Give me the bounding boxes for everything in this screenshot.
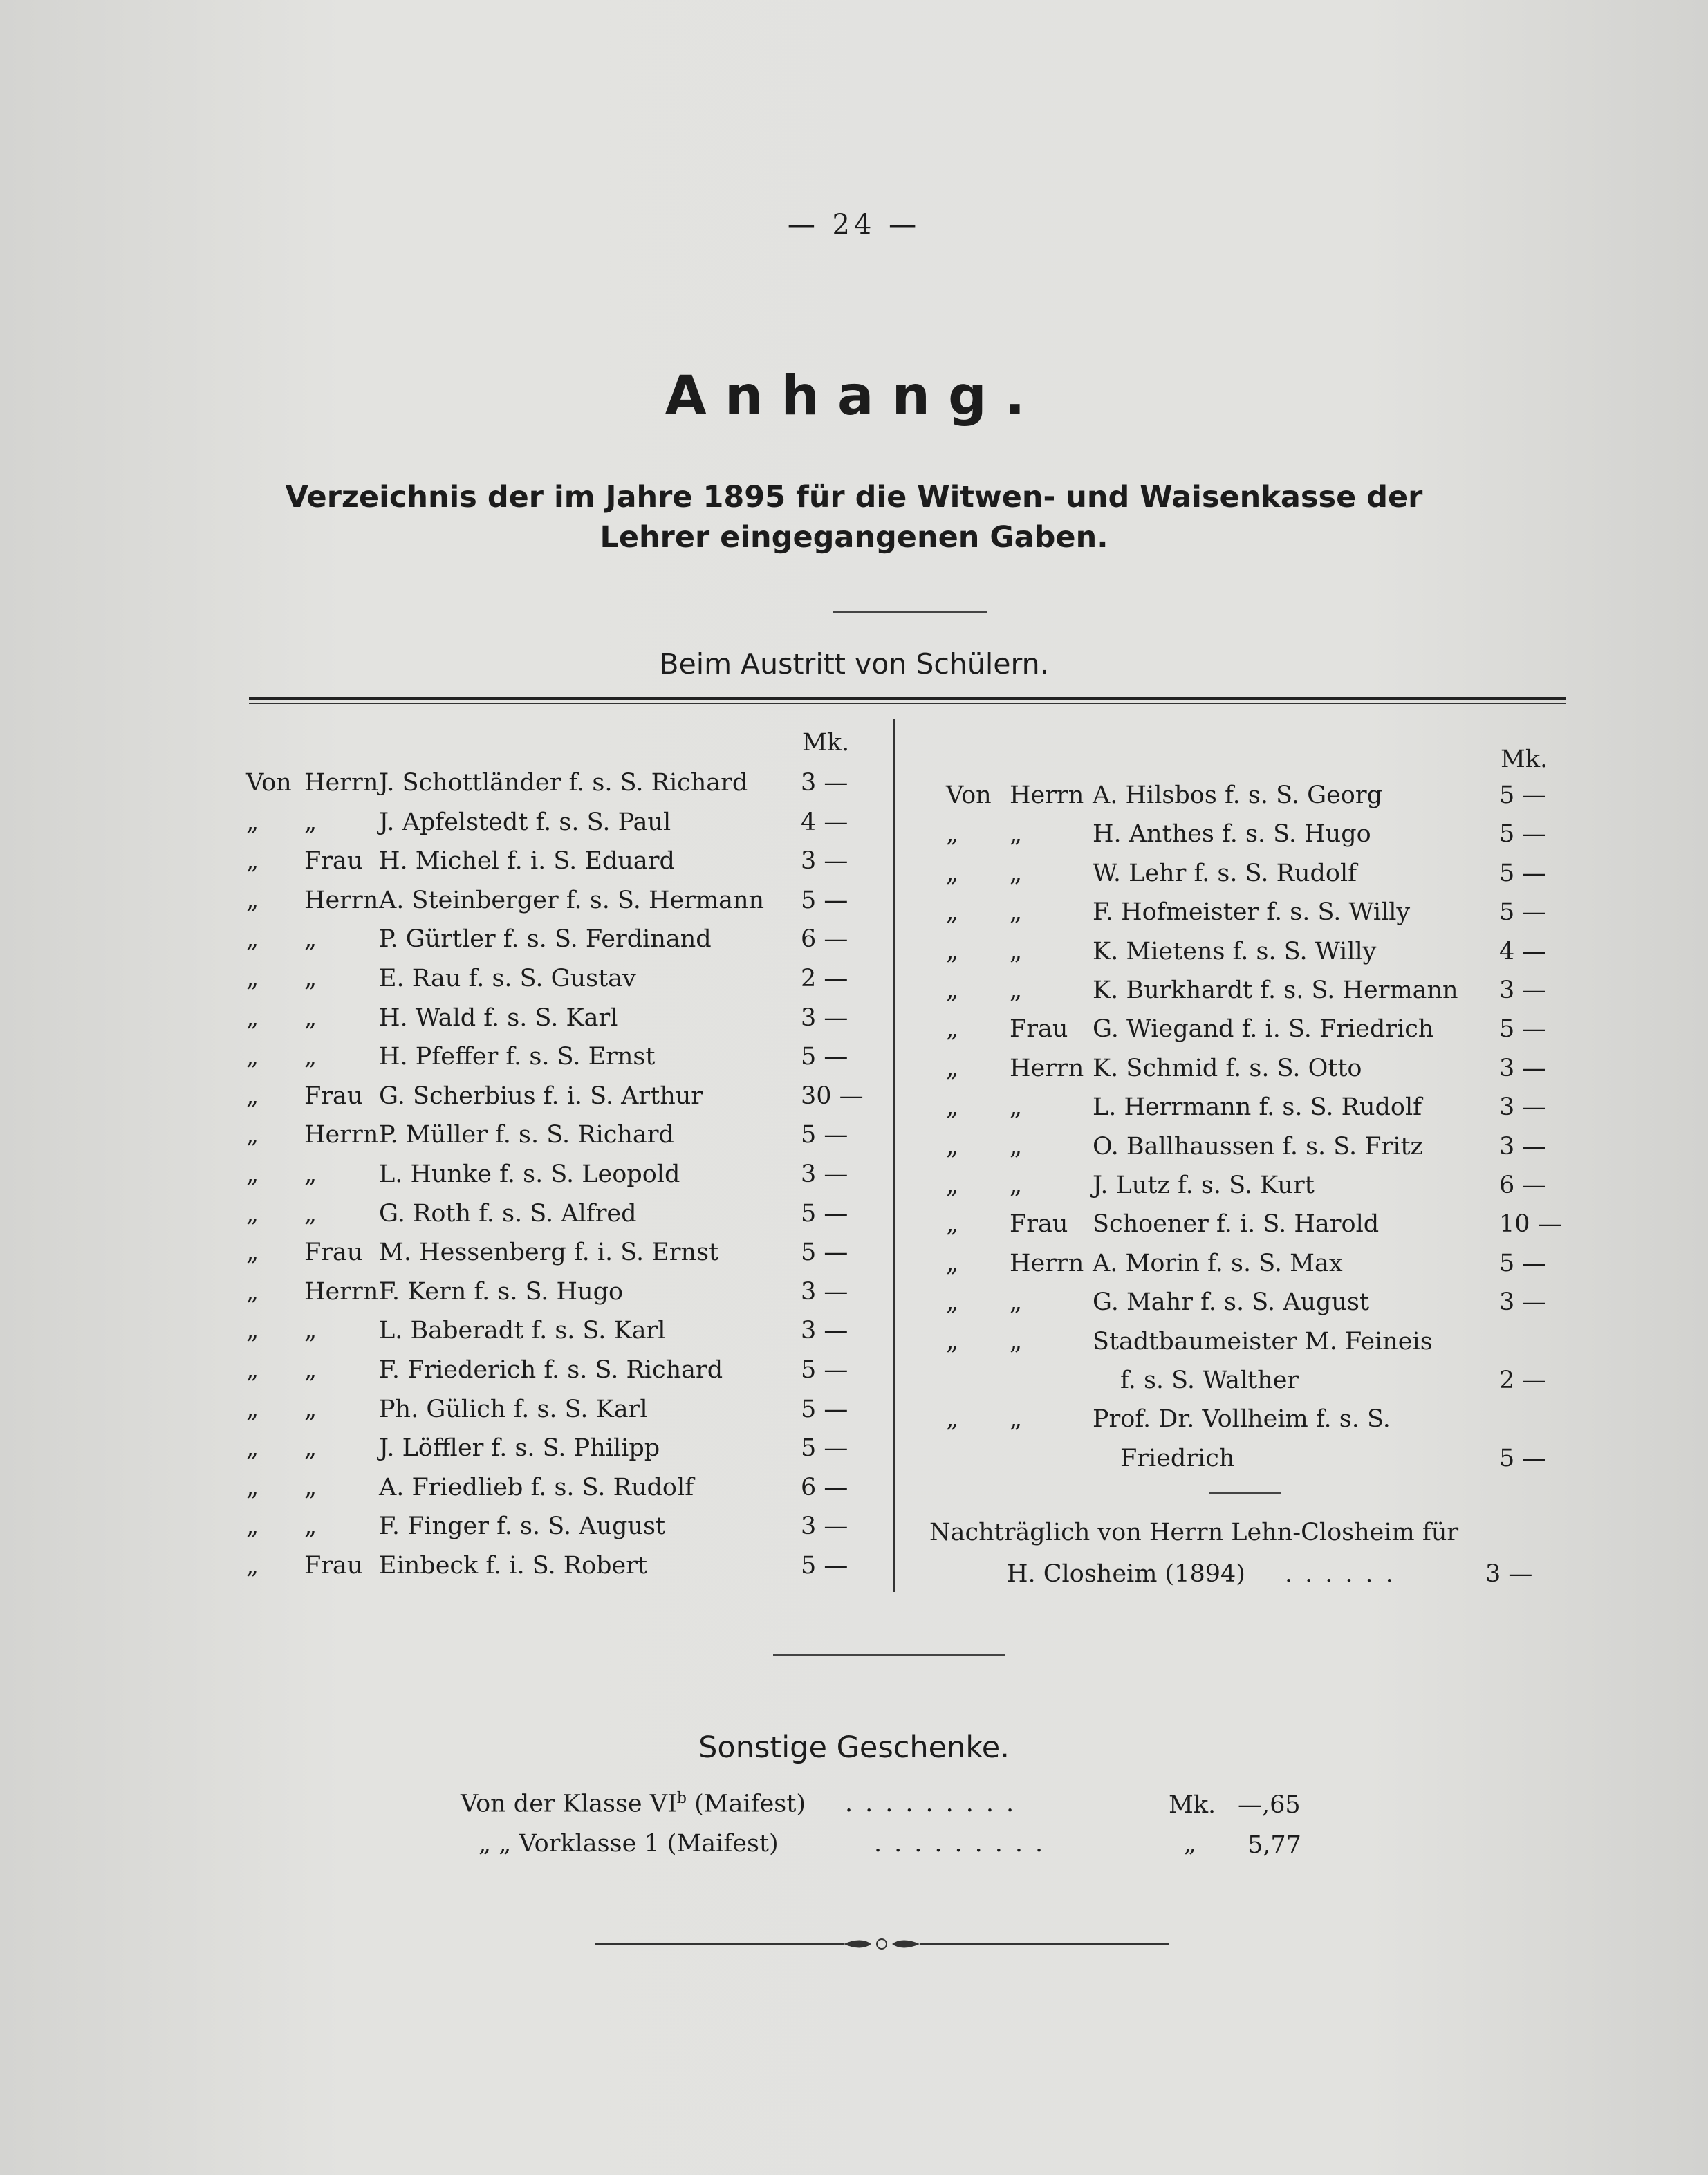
ditto-mark: „	[246, 965, 259, 992]
divider	[833, 611, 987, 613]
ditto-mark: Von	[246, 769, 292, 797]
ornament-icon	[595, 1934, 1169, 1954]
amount: 5 —	[801, 1395, 848, 1423]
donor-name: A. Steinberger f. s. S. Hermann	[379, 886, 765, 914]
salutation: „	[1010, 977, 1023, 1004]
amount: 2 —	[1499, 1367, 1547, 1394]
amount: 3 —	[801, 1277, 848, 1306]
amount: 5 —	[801, 1043, 848, 1071]
ditto-mark: „	[246, 1317, 259, 1345]
list-item	[946, 854, 1568, 893]
table-top-rule-thin	[249, 703, 1566, 704]
ditto-mark: „	[246, 1434, 259, 1463]
ditto-mark: „	[246, 886, 259, 914]
ditto-mark: „	[246, 1512, 259, 1541]
ditto-mark: „	[946, 937, 959, 965]
list-item	[246, 1155, 869, 1194]
list-item	[246, 959, 869, 998]
amount: 5 —	[801, 886, 848, 914]
list-item	[246, 1468, 869, 1507]
amount: 6 —	[801, 1473, 848, 1501]
salutation: „	[304, 808, 317, 836]
salutation: „	[1010, 859, 1023, 887]
donor-name: H. Michel f. i. S. Eduard	[379, 847, 675, 876]
gift-row-2-dots: .........	[874, 1830, 1056, 1858]
salutation: „	[1010, 937, 1023, 965]
donor-name: P. Müller f. s. S. Richard	[379, 1121, 674, 1149]
salutation: „	[1010, 1405, 1023, 1434]
donor-name: J. Lutz f. s. S. Kurt	[1093, 1172, 1315, 1199]
ditto-mark: „	[946, 1132, 959, 1160]
ditto-mark: „	[946, 1249, 959, 1277]
right-currency-header: Mk.	[1501, 746, 1548, 773]
salutation: Herrn	[1010, 781, 1084, 809]
donor-name: A. Friedlieb f. s. S. Rudolf	[379, 1473, 694, 1501]
amount: 3 —	[1499, 977, 1547, 1004]
list-item	[246, 1311, 869, 1350]
list-item	[946, 893, 1568, 932]
salutation: Herrn	[304, 1121, 379, 1149]
amount: 3 —	[801, 1003, 848, 1032]
salutation: Herrn	[304, 1277, 379, 1306]
list-item	[946, 776, 1568, 815]
salutation: Herrn	[304, 886, 379, 914]
amount: 5 —	[801, 1239, 848, 1267]
amount: 5 —	[801, 1356, 848, 1384]
donor-name: O. Ballhaussen f. s. S. Fritz	[1093, 1132, 1423, 1160]
salutation: Herrn	[1010, 1054, 1084, 1082]
salutation: „	[1010, 1172, 1023, 1199]
amount: 3 —	[801, 1160, 848, 1188]
salutation: „	[304, 1395, 317, 1423]
donor-name: L. Hunke f. s. S. Leopold	[379, 1160, 680, 1188]
list-item	[946, 1400, 1568, 1438]
amount: 5 —	[801, 1434, 848, 1463]
amount: 5 —	[1499, 781, 1547, 809]
ditto-mark: „	[246, 1552, 259, 1580]
salutation: Frau	[304, 1082, 363, 1110]
note-amount: 3 —	[1485, 1560, 1533, 1588]
list-item	[246, 1233, 869, 1272]
donor-name: K. Schmid f. s. S. Otto	[1093, 1054, 1362, 1082]
ditto-mark: „	[246, 925, 259, 954]
list-item	[246, 803, 869, 842]
list-item	[246, 999, 869, 1037]
salutation: „	[304, 1003, 317, 1032]
salutation: „	[304, 1317, 317, 1345]
amount: 3 —	[801, 847, 848, 876]
list-item	[246, 920, 869, 959]
donor-name: H. Pfeffer f. s. S. Ernst	[379, 1043, 656, 1071]
list-item	[246, 1272, 869, 1311]
amount: 5 —	[801, 1552, 848, 1580]
salutation: „	[304, 1043, 317, 1071]
list-item	[246, 1194, 869, 1233]
list-item	[946, 932, 1568, 971]
amount: 2 —	[801, 965, 848, 992]
list-item	[946, 1439, 1568, 1478]
amount: 4 —	[1499, 937, 1547, 965]
ditto-mark: „	[946, 1327, 959, 1355]
amount: 5 —	[1499, 820, 1547, 849]
salutation: „	[304, 1356, 317, 1384]
salutation: „	[304, 925, 317, 954]
ditto-mark: „	[946, 859, 959, 887]
salutation: „	[304, 1512, 317, 1541]
list-item	[946, 971, 1568, 1010]
ornament-divider	[595, 1934, 1169, 1954]
list-item	[946, 1049, 1568, 1088]
donor-name: Friedrich	[1120, 1444, 1235, 1472]
ditto-mark: „	[946, 898, 959, 927]
amount: 3 —	[1499, 1054, 1547, 1082]
amount: 3 —	[801, 1512, 848, 1541]
list-item	[246, 881, 869, 920]
salutation: „	[1010, 1327, 1023, 1355]
salutation: „	[304, 965, 317, 992]
gift-1-label: Von der Klasse VI	[461, 1790, 677, 1818]
list-item	[946, 1283, 1568, 1322]
donor-name: A. Morin f. s. S. Max	[1093, 1249, 1343, 1277]
list-item	[246, 1116, 869, 1154]
ditto-mark: „	[246, 1356, 259, 1384]
donor-name: Prof. Dr. Vollheim f. s. S.	[1093, 1405, 1391, 1434]
list-item	[946, 815, 1568, 853]
amount: 3 —	[801, 769, 848, 797]
list-item	[946, 1127, 1568, 1166]
donor-name: Schoener f. i. S. Harold	[1093, 1210, 1380, 1239]
list-item	[246, 1037, 869, 1076]
gift-row-1-text: Von der Klasse $VI^b$ (Maifest)	[461, 1790, 806, 1818]
donor-name: M. Hessenberg f. i. S. Ernst	[379, 1239, 719, 1267]
column-divider	[893, 719, 895, 1592]
donor-name: K. Mietens f. s. S. Willy	[1093, 937, 1377, 965]
list-item	[246, 1429, 869, 1468]
ditto-mark: „	[946, 820, 959, 849]
small-divider	[1209, 1492, 1281, 1494]
salutation: Frau	[304, 847, 363, 876]
donor-name: J. Apfelstedt f. s. S. Paul	[379, 808, 671, 836]
amount: 4 —	[801, 808, 848, 836]
donor-name: Stadtbaumeister M. Feineis	[1093, 1327, 1433, 1355]
note-line-1: Nachträglich von Herrn Lehn-Closheim für	[929, 1519, 1459, 1546]
salutation: „	[1010, 1288, 1023, 1317]
list-item	[946, 1244, 1568, 1283]
section-heading-sonstige: Sonstige Geschenke.	[698, 1730, 1010, 1765]
amount: 5 —	[801, 1199, 848, 1228]
donor-name: K. Burkhardt f. s. S. Hermann	[1093, 977, 1458, 1004]
salutation: „	[1010, 1132, 1023, 1160]
salutation: „	[1010, 898, 1023, 927]
salutation: Frau	[304, 1239, 363, 1267]
amount: 3 —	[1499, 1288, 1547, 1317]
amount: 6 —	[1499, 1172, 1547, 1199]
donor-name: G. Roth f. s. S. Alfred	[379, 1199, 637, 1228]
donor-name: F. Finger f. s. S. August	[379, 1512, 666, 1541]
ditto-mark: „	[246, 808, 259, 836]
donor-name: A. Hilsbos f. s. S. Georg	[1093, 781, 1382, 809]
ditto-mark: „	[246, 1003, 259, 1032]
amount: 5 —	[801, 1121, 848, 1149]
ditto-mark: „	[246, 1082, 259, 1110]
amount: 5 —	[1499, 1249, 1547, 1277]
list-item	[246, 842, 869, 880]
donor-name: L. Herrmann f. s. S. Rudolf	[1093, 1093, 1422, 1122]
donor-name: F. Hofmeister f. s. S. Willy	[1093, 898, 1411, 927]
donor-name: L. Baberadt f. s. S. Karl	[379, 1317, 666, 1345]
table-top-rule	[249, 697, 1566, 700]
list-item	[946, 1166, 1568, 1205]
ditto-mark: „	[246, 1277, 259, 1306]
donor-name: G. Scherbius f. i. S. Arthur	[379, 1082, 703, 1110]
list-item	[946, 1361, 1568, 1400]
list-item	[946, 1322, 1568, 1361]
salutation: Frau	[1010, 1210, 1068, 1239]
list-item	[246, 1077, 869, 1116]
left-currency-header: Mk.	[802, 729, 850, 757]
amount: 30 —	[801, 1082, 864, 1110]
salutation: „	[1010, 820, 1023, 849]
list-item	[246, 763, 869, 802]
ditto-mark: „	[246, 1043, 259, 1071]
salutation: Frau	[1010, 1015, 1068, 1044]
donor-name: Ph. Gülich f. s. S. Karl	[379, 1395, 648, 1423]
salutation: „	[304, 1434, 317, 1463]
donor-name: W. Lehr f. s. S. Rudolf	[1093, 859, 1357, 887]
gift-row-2-currency: „	[1184, 1830, 1197, 1858]
ditto-mark: „	[946, 1405, 959, 1434]
donor-name: G. Mahr f. s. S. August	[1093, 1288, 1370, 1317]
ditto-mark: „	[246, 1239, 259, 1267]
ditto-mark: „	[246, 1121, 259, 1149]
ditto-mark: Von	[946, 781, 992, 809]
donor-name: P. Gürtler f. s. S. Ferdinand	[379, 925, 712, 954]
donor-name: Einbeck f. i. S. Robert	[379, 1552, 648, 1580]
list-item	[246, 1546, 869, 1585]
donor-name: H. Wald f. s. S. Karl	[379, 1003, 618, 1032]
note-line-2: H. Closheim (1894)	[1007, 1560, 1245, 1588]
gift-row-1-dots: .........	[845, 1790, 1027, 1817]
section-heading-schueler: Beim Austritt von Schülern.	[659, 647, 1049, 681]
amount: 5 —	[1499, 898, 1547, 927]
amount: 3 —	[1499, 1132, 1547, 1160]
page-title: Anhang.	[665, 365, 1043, 427]
donor-name: F. Kern f. s. S. Hugo	[379, 1277, 624, 1306]
ditto-mark: „	[946, 1093, 959, 1122]
salutation: Herrn	[304, 769, 379, 797]
donor-name: F. Friederich f. s. S. Richard	[379, 1356, 723, 1384]
salutation: „	[304, 1473, 317, 1501]
salutation: „	[304, 1199, 317, 1228]
list-item	[946, 1010, 1568, 1048]
salutation: Herrn	[1010, 1249, 1084, 1277]
amount: 10 —	[1499, 1210, 1562, 1239]
section-divider	[773, 1654, 1005, 1656]
list-item	[246, 1351, 869, 1389]
list-item	[946, 1088, 1568, 1127]
ditto-mark: „	[946, 1172, 959, 1199]
ditto-mark: „	[246, 1395, 259, 1423]
ditto-mark: „	[246, 1160, 259, 1188]
salutation: „	[304, 1160, 317, 1188]
ditto-mark: „	[946, 1210, 959, 1239]
amount: 5 —	[1499, 859, 1547, 887]
donor-name: J. Schottländer f. s. S. Richard	[379, 769, 748, 797]
ditto-mark: „	[246, 847, 259, 876]
donor-name: H. Anthes f. s. S. Hugo	[1093, 820, 1371, 849]
page-number: — 24 —	[787, 209, 921, 241]
donor-name: J. Löffler f. s. S. Philipp	[379, 1434, 660, 1463]
ditto-mark: „	[946, 1054, 959, 1082]
amount: 5 —	[1499, 1444, 1547, 1472]
ditto-mark: „	[946, 1015, 959, 1044]
gift-row-2-amount: 5,77	[1247, 1831, 1301, 1859]
gift-row-1-currency: Mk.	[1169, 1791, 1216, 1819]
list-item	[246, 1390, 869, 1429]
amount: 3 —	[1499, 1093, 1547, 1122]
subtitle: Verzeichnis der im Jahre 1895 für die Witwen- und Waisenkasse der Lehrer eingegangenen Gaben.	[285, 480, 1423, 555]
note-dots: ......	[1285, 1560, 1406, 1588]
ditto-mark: „	[946, 1288, 959, 1317]
ditto-mark: „	[246, 1199, 259, 1228]
amount: 6 —	[801, 925, 848, 954]
salutation: „	[1010, 1093, 1023, 1122]
donor-name: E. Rau f. s. S. Gustav	[379, 965, 636, 992]
gift-row-1-amount: —,65	[1238, 1791, 1301, 1819]
gift-row-2-text: „ „ Vorklasse 1 (Maifest)	[479, 1830, 779, 1858]
salutation: Frau	[304, 1552, 363, 1580]
amount: 5 —	[1499, 1015, 1547, 1044]
list-item	[946, 1205, 1568, 1243]
ditto-mark: „	[946, 977, 959, 1004]
list-item	[246, 1507, 869, 1546]
amount: 3 —	[801, 1317, 848, 1345]
donor-name: f. s. S. Walther	[1120, 1367, 1299, 1394]
donor-name: G. Wiegand f. i. S. Friedrich	[1093, 1015, 1434, 1044]
ditto-mark: „	[246, 1473, 259, 1501]
